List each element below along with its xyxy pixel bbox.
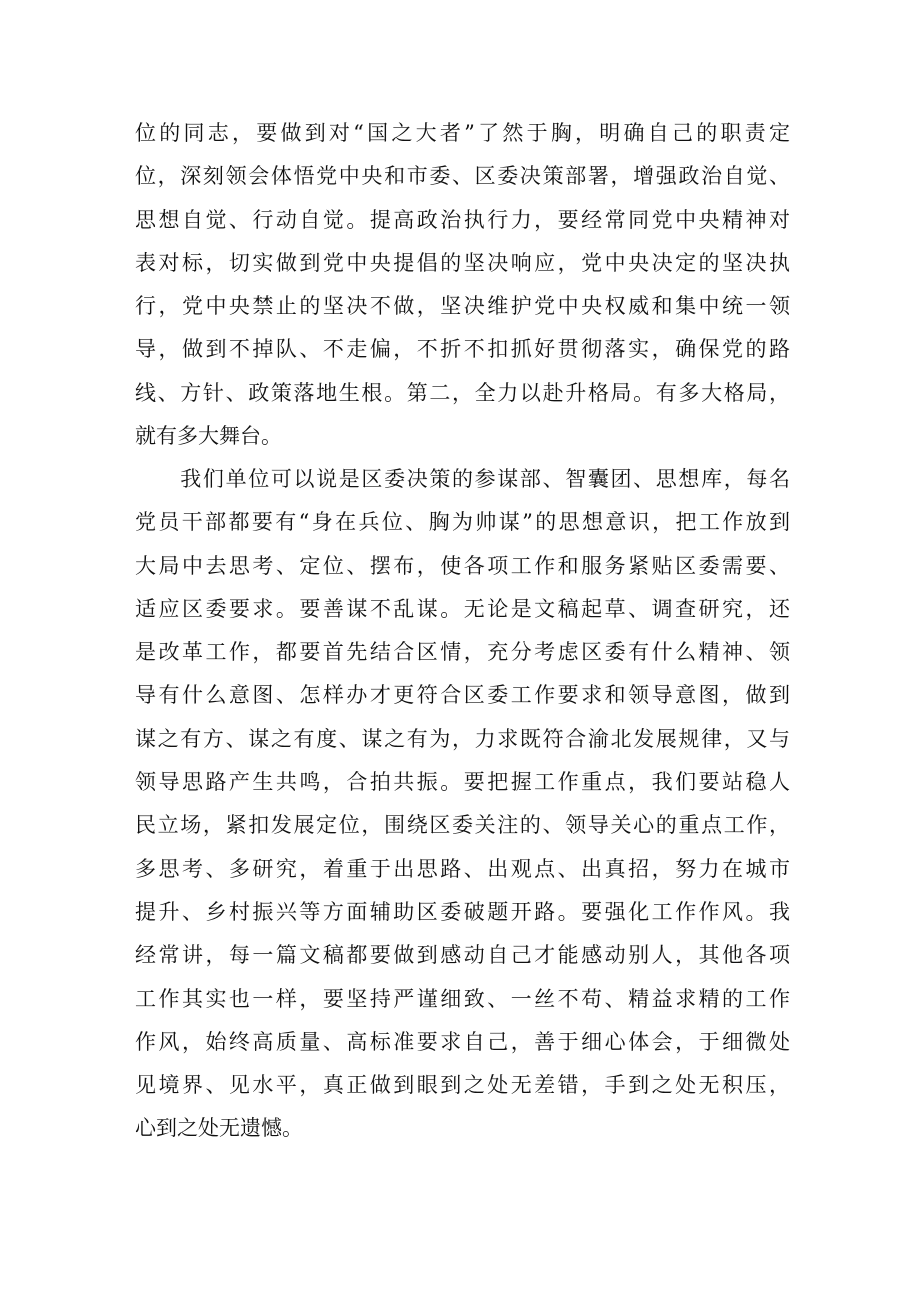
paragraph-2 [135,458,790,1151]
text-line: 适应区委要求。要善谋不乱谋。无论是文稿起草、调查研究，还 [135,596,790,621]
text-line: 表对标，切实做到党中央提倡的坚决响应，党中央决定的坚决执 [135,250,790,275]
text-line: 党员干部都要有“身在兵位、胸为帅谋”的思想意识，把工作放到 [135,510,790,535]
text-line: 多思考、多研究，着重于出思路、出观点、出真招，努力在城市 [135,856,790,881]
text-line: 民立场，紧扣发展定位，围绕区委关注的、领导关心的重点工作， [135,813,790,838]
paragraph-1 [135,112,790,458]
text-line: 是改革工作，都要首先结合区情，充分考虑区委有什么精神、领 [135,640,790,665]
text-line: 导有什么意图、怎样办才更符合区委工作要求和领导意图，做到 [135,683,790,708]
text-line: 大局中去思考、定位、摆布，使各项工作和服务紧贴区委需要、 [135,553,790,578]
text-line: 导，做到不掉队、不走偏，不折不扣抓好贯彻落实，确保党的路 [135,337,790,362]
text-line: 位的同志，要做到对“国之大者”了然于胸，明确自己的职责定 [135,121,790,145]
text-line: 就有多大舞台。 [135,424,282,449]
text-line: 作风，始终高质量、高标准要求自己，善于细心体会，于细微处 [135,1029,790,1054]
text-line: 思想自觉、行动自觉。提高政治执行力，要经常同党中央精神对 [135,207,790,232]
text-line: 提升、乡村振兴等方面辅助区委破题开路。要强化工作作风。我 [135,899,790,924]
text-line: 工作其实也一样，要坚持严谨细致、一丝不苟、精益求精的工作 [135,986,790,1011]
text-line: 心到之处无遗憾。 [135,1116,303,1141]
text-line: 我们单位可以说是区委决策的参谋部、智囊团、思想库，每名 [135,467,790,491]
text-line: 行，党中央禁止的坚决不做，坚决维护党中央权威和集中统一领 [135,294,790,319]
text-line: 位，深刻领会体悟党中央和市委、区委决策部署，增强政治自觉、 [135,164,790,189]
text-line: 领导思路产生共鸣，合拍共振。要把握工作重点，我们要站稳人 [135,770,790,795]
text-line: 经常讲，每一篇文稿都要做到感动自己才能感动别人，其他各项 [135,943,790,968]
text-line: 线、方针、政策落地生根。第二，全力以赴升格局。有多大格局， [135,380,790,405]
text-line: 见境界、见水平，真正做到眼到之处无差错，手到之处无积压， [135,1073,790,1098]
text-line: 谋之有方、谋之有度、谋之有为，力求既符合渝北发展规律，又与 [135,726,790,751]
